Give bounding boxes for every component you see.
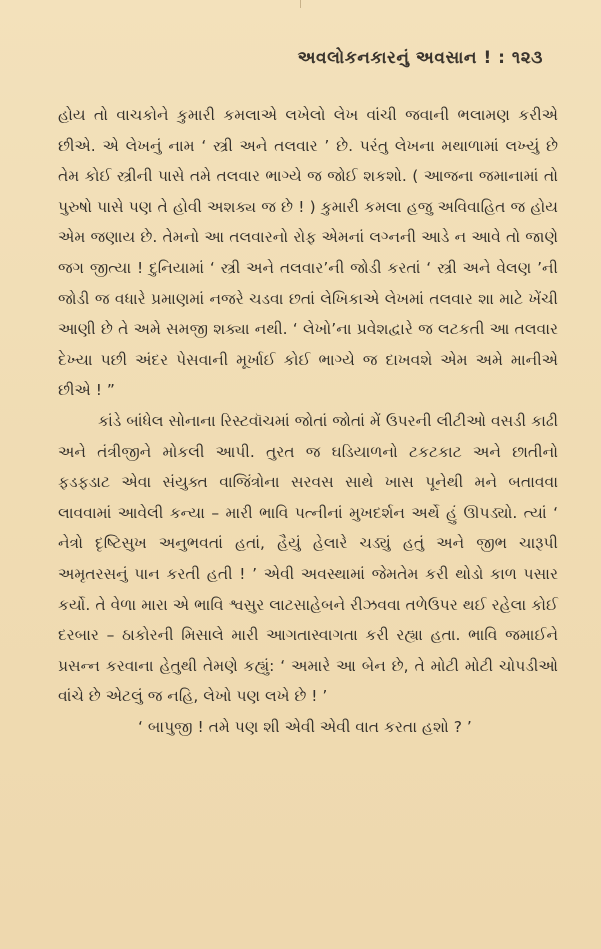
paragraph-2: કાંડે બાંધેલ સોનાના રિસ્ટવૉચમાં જોતાં જોતાં મેં ઉપરની લીટીઓ વસડી કાઢી અને તંત્રીજીને મોકલી આપી. તુરત જ ઘડિયાળનો ટકટકાટ અને છાતીનો ફડફડાટ એવા સંયુક્ત વાજિંત્રોના સરવસ સાથે ખાસ પૂનેથી મને બતાવવા લાવવામાં આવેલી કન્યા – મારી ભાવિ પત્નીનાં મુખદર્શન અર્થે હું ઊપડ્યો. ત્યાં ‘ નેત્રો દૃષ્ટિસુખ અનુભવતાં હતાં, હૈયું હેલારે ચડ્યું હતું અને જીભ ચારૂપી અમૃતરસનું પાન કરતી હતી ! ’ એવી અવસ્થામાં જેમતેમ કરી થોડો કાળ પસાર કર્યો. તે વેળા મારા એ ભાવિ શ્વસુર લાટસાહેબને રીઝવવા તળેઉપર થઈ રહેલા કોઈ દરબાર – ઠાકોરની મિસાલે મારી આગતાસ્વાગતા કરી રહ્યા હતા. ભાવિ જમાઈને પ્રસન્ન કરવાના હેતુથી તેમણે કહ્યું: ‘ અમારે આ બેન છે, તે મોટી મોટી ચોપડીઓ વાંચે છે એટલું જ નહિ, લેખો પણ લખે છે ! ’ bbox=[58, 411, 558, 706]
page-edge-mark bbox=[300, 0, 301, 8]
paragraph-3: ‘ બાપુજી ! તમે પણ શી એવી એવી વાત કરતા હશો ? ’ bbox=[138, 717, 472, 736]
body-text bbox=[58, 100, 558, 742]
running-head: અવલોકનકારનું અવસાન ! : ૧૨૩ bbox=[297, 48, 543, 68]
paragraph-1: હોય તો વાચકોને કુમારી કમલાએ લખેલો લેખ વાંચી જવાની ભલામણ કરીએ છીએ. એ લેખનું નામ ‘ સ્ત્રી અને તલવાર ’ છે. પરંતુ લેખના મથાળામાં લખ્યું છે તેમ કોઈ સ્ત્રીની પાસે તમે તલવાર ભાગ્યે જ જોઈ શકશો. ( આજના જમાનામાં તો પુરુષો પાસે પણ તે હોવી અશક્ય જ છે ! ) કુમારી કમલા હજુ અવિવાહિત જ હોય એમ જણાય છે. તેમનો આ તલવારનો રોફ એમનાં લગ્નની આડે ન આવે તો જાણે જગ જીત્યા ! દુનિયામાં ‘ સ્ત્રી અને તલવાર’ની જોડી કરતાં ‘ સ્ત્રી અને વેલણ ’ની જોડી જ વધારે પ્રમાણમાં નજરે ચડવા છતાં લેખિકાએ લેખમાં તલવાર શા માટે ખેંચી આણી છે તે અમે સમજી શક્યા નથી. ‘ લેખો’ના પ્રવેશદ્વારે જ લટકતી આ તલવાર દેખ્યા પછી અંદર પેસવાની મૂર્ખાઈ કોઈ ભાગ્યે જ દાખવશે એમ અમે માનીએ છીએ ! ” bbox=[58, 106, 558, 400]
